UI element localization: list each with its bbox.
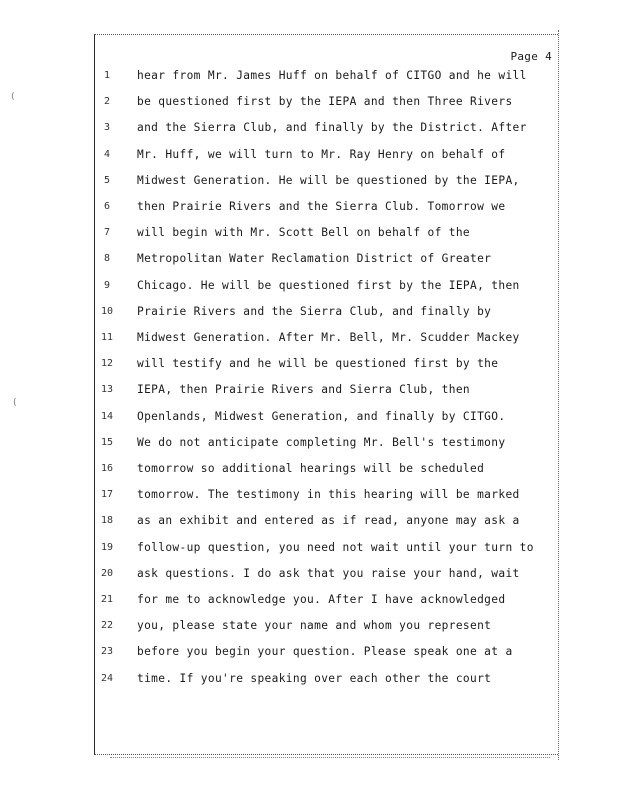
line-text: Chicago. He will be questioned first by the IEPA, then [137,278,520,292]
line-text: then Prairie Rivers and the Sierra Club. Tomorrow we [137,200,506,213]
transcript-line [0,642,618,662]
scan-speck: ( [12,398,18,408]
transcript-line [0,66,618,86]
line-number: 13 [100,384,114,396]
line-text: tomorrow. The testimony in this hearing will be marked [137,488,520,502]
line-number: 14 [100,410,114,422]
transcript-line [0,616,618,636]
line-number: 16 [100,463,114,474]
line-text: will begin with Mr. Scott Bell on behalf of the [137,226,471,240]
line-text: Midwest Generation. After Mr. Bell, Mr. Scudder Mackey [137,331,520,344]
line-text: will testify and he will be questioned first by the [137,357,499,371]
transcript-line [0,171,618,191]
scan-footer-noise [110,757,550,760]
line-number: 7 [103,227,111,239]
line-number: 8 [103,253,111,265]
transcript-line [0,92,618,112]
line-text: IEPA, then Prairie Rivers and Sierra Club, then [137,383,471,397]
line-number: 12 [100,358,114,370]
line-number: 11 [100,332,114,343]
line-text: tomorrow so additional hearings will be scheduled [137,462,485,475]
page-number: Page 4 [510,50,552,63]
scan-speck: ( [10,92,16,102]
line-number: 5 [103,174,111,186]
transcript-line [0,459,618,479]
transcript-line [0,145,618,165]
line-text: Prairie Rivers and the Sierra Club, and finally by [137,304,492,318]
transcript-line [0,328,618,348]
line-number: 1 [103,70,111,81]
transcript-line [0,118,618,138]
transcript-line [0,511,618,531]
line-number: 15 [100,436,114,448]
line-text: Mr. Huff, we will turn to Mr. Ray Henry on behalf of [137,147,506,161]
line-text: time. If you're speaking over each other the court [137,671,492,685]
line-number: 10 [100,305,114,317]
line-number: 3 [103,122,111,134]
line-text: and the Sierra Club, and finally by the District. After [137,121,527,135]
line-number: 22 [100,620,114,632]
transcript-line [0,669,618,689]
line-number: 24 [100,672,114,684]
line-number: 9 [103,279,111,291]
line-text: Metropolitan Water Reclamation District of Greater [137,252,492,266]
transcript-line [0,302,618,322]
line-text: as an exhibit and entered as if read, anyone may ask a [137,514,520,528]
transcript-line [0,485,618,505]
transcript-line [0,380,618,400]
transcript-line [0,433,618,453]
line-text: before you begin your question. Please speak one at a [137,645,513,659]
line-text: hear from Mr. James Huff on behalf of CITGO and he will [137,69,527,82]
transcript-line [0,354,618,374]
transcript-line [0,590,618,610]
line-text: follow-up question, you need not wait until your turn to [137,540,534,554]
line-number: 2 [103,96,111,108]
transcript-line [0,564,618,584]
transcript-line [0,276,618,296]
transcript-line [0,223,618,243]
line-text: We do not anticipate completing Mr. Bell's testimony [137,435,506,449]
line-text: you, please state your name and whom you represent [137,619,492,633]
line-number: 17 [100,489,114,501]
line-text: be questioned first by the IEPA and then Three Rivers [137,95,513,109]
transcript-line [0,197,618,217]
line-text: Midwest Generation. He will be questioned by the IEPA, [137,173,520,187]
transcript-line [0,249,618,269]
line-number: 19 [100,541,114,553]
line-number: 21 [100,594,114,605]
transcript-line [0,538,618,558]
line-number: 23 [100,646,114,658]
line-text: ask questions. I do ask that you raise your hand, wait [137,566,520,580]
transcript-line [0,407,618,427]
line-number: 20 [100,567,114,579]
line-text: Openlands, Midwest Generation, and finally by CITGO. [137,409,506,423]
line-number: 18 [100,515,114,527]
line-number: 4 [103,148,111,160]
line-number: 6 [103,201,111,212]
line-text: for me to acknowledge you. After I have acknowledged [137,593,506,606]
